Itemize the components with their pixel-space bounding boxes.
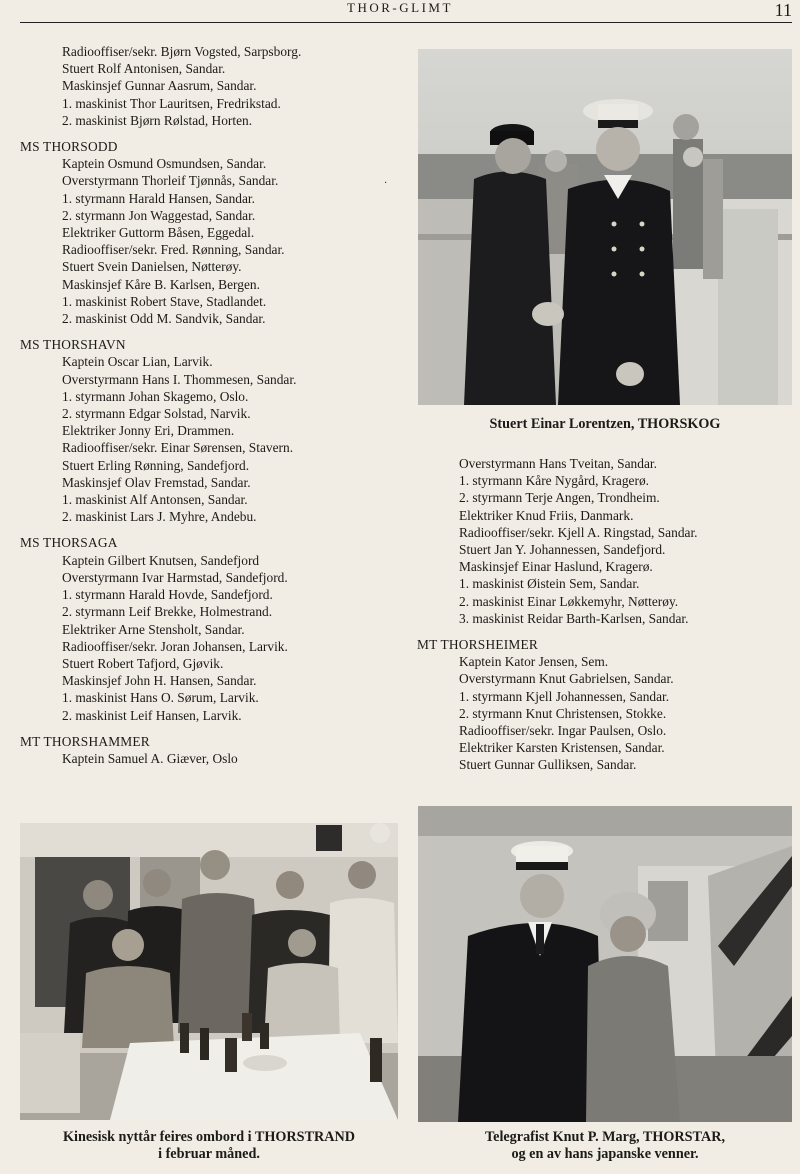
crew-entry: Kaptein Gilbert Knutsen, Sandefjord xyxy=(62,552,260,568)
crew-entry: Radiooffiser/sekr. Fred. Rønning, Sandar. xyxy=(62,242,285,258)
crew-entry: 2. maskinist Bjørn Rølstad, Horten. xyxy=(62,112,253,128)
crew-entry: Maskinsjef Einar Haslund, Kragerø. xyxy=(459,559,653,575)
crew-entry: 1. maskinist Robert Stave, Stadlandet. xyxy=(62,293,267,309)
crew-entry: 1. maskinist Thor Lauritsen, Fredrikstad. xyxy=(62,95,281,111)
crew-list-left xyxy=(20,43,400,767)
ship-heading: MS THORSHAVN xyxy=(20,337,126,353)
crew-entry: 2. maskinist Odd M. Sandvik, Sandar. xyxy=(62,311,266,327)
crew-entry: 1. styrmann Johan Skagemo, Oslo. xyxy=(62,388,249,404)
caption-line: Telegrafist Knut P. Marg, THORSTAR, xyxy=(484,1129,725,1145)
crew-entry: 1. styrmann Harald Hovde, Sandefjord. xyxy=(62,587,273,603)
photo-officers-on-deck xyxy=(418,49,792,405)
crew-entry: Elektriker Jonny Eri, Drammen. xyxy=(62,423,235,439)
crew-entry: Maskinsjef John H. Hansen, Sandar. xyxy=(62,673,257,689)
crew-entry: 3. maskinist Reidar Barth-Karlsen, Sandar. xyxy=(459,610,689,626)
crew-entry: Stuert Gunnar Gulliksen, Sandar. xyxy=(459,757,637,773)
crew-entry: Radiooffiser/sekr. Joran Johansen, Larvik. xyxy=(62,638,288,654)
photo-caption-officers: Stuert Einar Lorentzen, THORSKOG xyxy=(489,416,721,432)
crew-entry: Elektriker Arne Stensholt, Sandar. xyxy=(62,621,245,637)
crew-entry: Overstyrmann Thorleif Tjønnås, Sandar. xyxy=(62,173,279,189)
ship-heading: MT THORSHEIMER xyxy=(417,637,538,653)
crew-entry: 2. maskinist Lars J. Myhre, Andebu. xyxy=(62,509,257,525)
crew-entry: Stuert Robert Tafjord, Gjøvik. xyxy=(62,655,224,671)
crew-entry: 1. maskinist Hans O. Sørum, Larvik. xyxy=(62,690,259,706)
crew-entry: Stuert Svein Danielsen, Nøtterøy. xyxy=(62,259,242,275)
crew-entry: Radiooffiser/sekr. Kjell A. Ringstad, Sandar. xyxy=(459,524,698,540)
crew-entry: Stuert Erling Rønning, Sandefjord. xyxy=(62,457,250,473)
crew-entry: 1. maskinist Øistein Sem, Sandar. xyxy=(459,576,640,592)
crew-entry: Overstyrmann Knut Gabrielsen, Sandar. xyxy=(459,671,674,687)
photo-new-year-celebration xyxy=(20,823,398,1120)
crew-entry: 2. maskinist Einar Løkkemyhr, Nøtterøy. xyxy=(459,593,679,609)
crew-entry: 2. styrmann Knut Christensen, Stokke. xyxy=(459,705,667,721)
crew-entry: Kaptein Samuel A. Giæver, Oslo xyxy=(62,750,238,766)
crew-entry: Maskinsjef Gunnar Aasrum, Sandar. xyxy=(62,78,257,94)
ship-heading: MS THORSODD xyxy=(20,139,118,155)
crew-list-right xyxy=(417,455,797,774)
crew-entry: 1. styrmann Kåre Nygård, Kragerø. xyxy=(459,473,650,489)
crew-entry: 2. styrmann Jon Waggestad, Sandar. xyxy=(62,207,256,223)
caption-line: i februar måned. xyxy=(158,1146,260,1162)
crew-entry: Kaptein Kator Jensen, Sem. xyxy=(459,654,609,670)
crew-entry: 1. styrmann Harald Hansen, Sandar. xyxy=(62,190,255,206)
crew-entry: Maskinsjef Olav Fremstad, Sandar. xyxy=(62,474,251,490)
crew-entry: 2. styrmann Terje Angen, Trondheim. xyxy=(459,490,660,506)
caption-line: Kinesisk nyttår feires ombord i THORSTRAND xyxy=(62,1129,356,1145)
crew-entry: Stuert Rolf Antonisen, Sandar. xyxy=(62,61,226,77)
crew-entry: Radiooffiser/sekr. Bjørn Vogsted, Sarpsborg. xyxy=(62,44,302,59)
crew-entry: Overstyrmann Ivar Harmstad, Sandefjord. xyxy=(62,569,288,585)
crew-entry: Maskinsjef Kåre B. Karlsen, Bergen. xyxy=(62,276,260,292)
crew-entry: Stuert Jan Y. Johannessen, Sandefjord. xyxy=(459,542,666,558)
crew-entry: Kaptein Oscar Lian, Larvik. xyxy=(62,354,213,370)
photo-caption-telegrafist xyxy=(418,1129,792,1163)
crew-entry: Radiooffiser/sekr. Ingar Paulsen, Oslo. xyxy=(459,723,667,739)
crew-entry: 2. styrmann Edgar Solstad, Narvik. xyxy=(62,406,251,422)
header-rule xyxy=(20,22,792,23)
print-speck: · xyxy=(384,178,388,189)
crew-entry: 1. styrmann Kjell Johannessen, Sandar. xyxy=(459,688,670,704)
crew-entry: Overstyrmann Hans I. Thommesen, Sandar. xyxy=(62,371,297,387)
crew-entry: Overstyrmann Hans Tveitan, Sandar. xyxy=(459,456,657,471)
crew-entry: Elektriker Karsten Kristensen, Sandar. xyxy=(459,740,665,756)
crew-entry: 1. maskinist Alf Antonsen, Sandar. xyxy=(62,492,248,508)
photo-caption-new-year xyxy=(20,1129,398,1163)
crew-entry: Elektriker Guttorm Båsen, Eggedal. xyxy=(62,225,255,241)
crew-entry: 2. styrmann Leif Brekke, Holmestrand. xyxy=(62,604,273,620)
ship-heading: MT THORSHAMMER xyxy=(20,733,150,749)
crew-entry: Radiooffiser/sekr. Einar Sørensen, Stavern. xyxy=(62,440,294,456)
photo-telegrafist-and-friend xyxy=(418,806,792,1122)
page-number: 11 xyxy=(774,0,792,20)
ship-heading: MS THORSAGA xyxy=(20,535,118,551)
caption-line: og en av hans japanske venner. xyxy=(511,1146,699,1162)
running-title: THOR-GLIMT xyxy=(347,0,453,15)
crew-entry: 2. maskinist Leif Hansen, Larvik. xyxy=(62,707,242,723)
crew-entry: Elektriker Knud Friis, Danmark. xyxy=(459,507,634,523)
crew-entry: Kaptein Osmund Osmundsen, Sandar. xyxy=(62,156,267,172)
